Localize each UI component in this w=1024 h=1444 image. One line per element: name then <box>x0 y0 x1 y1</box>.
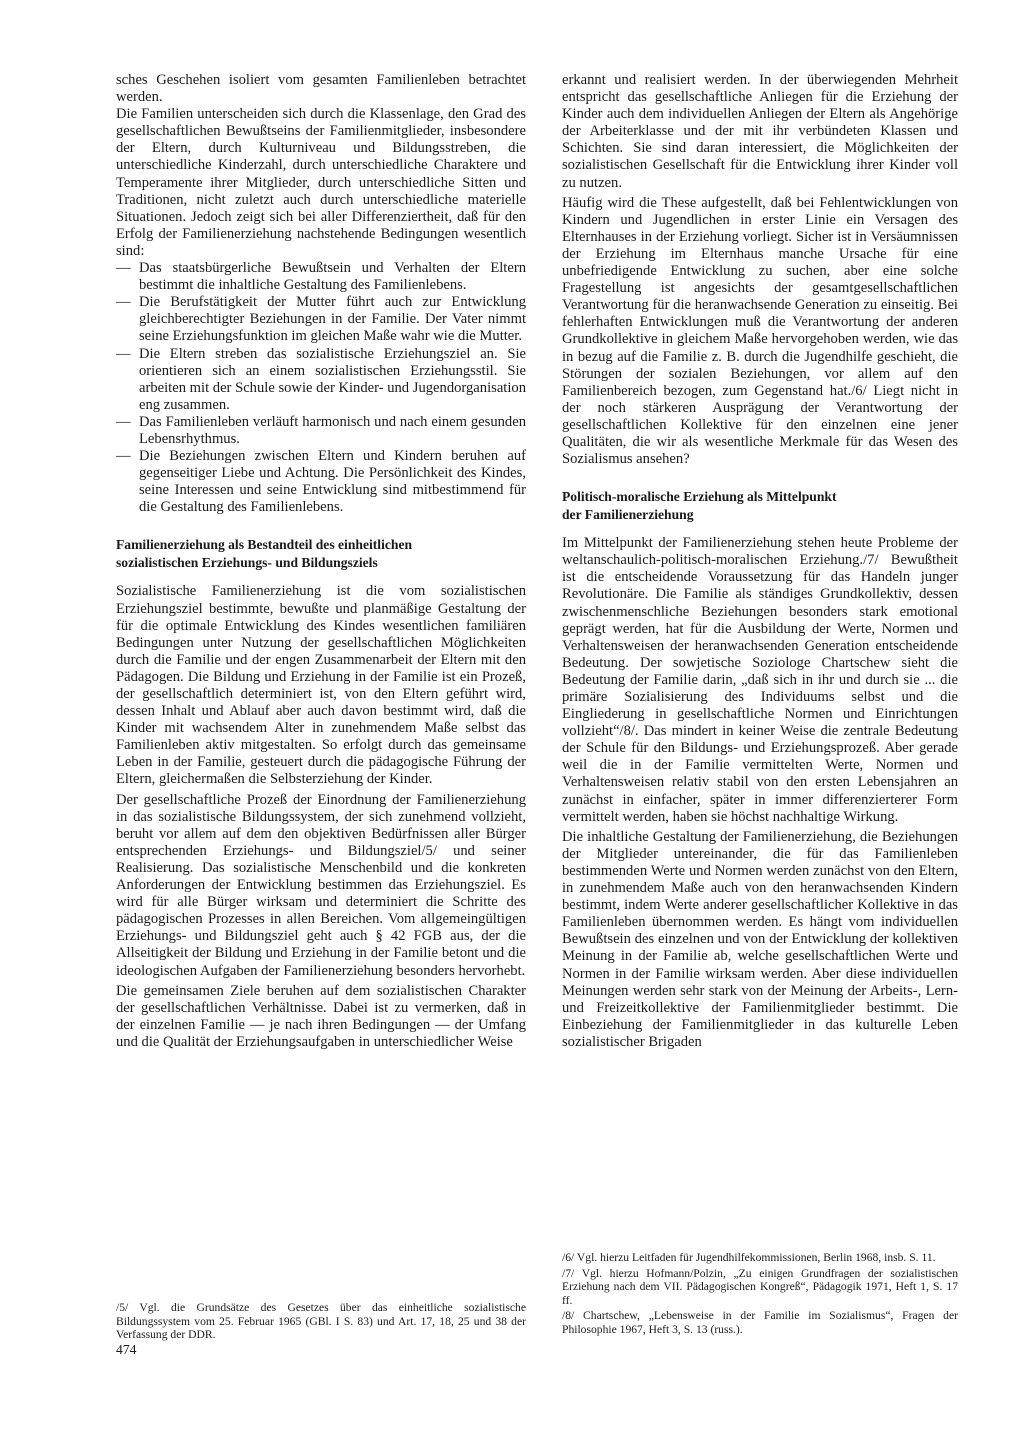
page-number: 474 <box>116 1342 137 1357</box>
footnotes-left <box>116 1301 526 1344</box>
footnote: /7/ Vgl. hierzu Hofmann/Polzin, „Zu einigen Grundfragen der sozialistischen Erziehung nach dem VII. Pädagogischen Kongreß“, Pädagogik 1971, Heft 1, S. 17 ff. <box>562 1266 958 1307</box>
footnote: /8/ Chartschew, „Lebensweise in der Familie im Sozialismus“, Fragen der Philosophie 1967, Heft 3, S. 13 (russ.). <box>562 1309 958 1336</box>
section-heading-line: Politisch-moralische Erziehung als Mittelpunkt <box>562 489 837 505</box>
list-item: — Die Eltern streben das sozialistische Erziehungsziel an. Sie orientieren sich an einem sozialistischen Erziehungsstil. Sie arbeiten mit der Schule sowie der Kinder- und Jugendorganisation eng zusammen. <box>116 346 526 414</box>
list-item: — Das staatsbürgerliche Bewußtsein und Verhalten der Eltern bestimmt die inhaltliche Gestaltung des Familienlebens. <box>116 260 526 294</box>
paragraph: Die Familien unterscheiden sich durch die Klassenlage, den Grad des gesellschaftlichen Bewußtseins der Familienmitglieder, insbesondere der Eltern, durch Kulturniveau und Bildungsstreben, die unterschiedliche Kinderzahl, durch unterschiedliche Charaktere und Temperamente ihrer Mitglieder, durch unterschiedliche Sitten und Traditionen, nicht zuletzt auch durch unterschiedliche materielle Situationen. Jedoch zeigt sich bei aller Differenziertheit, daß für den Erfolg der Familienerziehung nachstehende Bedingungen wesentlich sind: <box>116 106 526 259</box>
footnote: /6/ Vgl. hierzu Leitfaden für Jugendhilfekommissionen, Berlin 1968, insb. S. 11. <box>562 1251 936 1264</box>
section-heading <box>116 536 526 571</box>
paragraph: Im Mittelpunkt der Familienerziehung stehen heute Probleme der weltanschaulich-politisch-moralischen Erziehung./7/ Bewußtheit ist die entscheidende Voraussetzung für das Handeln junger Revolutionäre. Die Familie als ständiges Grundkollektiv, dessen zwischenmenschliche Beziehungen besonders stark emotional geprägt werden, hat für die Ausbildung der Werte, Normen und Verhaltensweisen der heranwachsenden Generation entscheidende Bedeutung. Der sowjetische Soziologe Chartschew sieht die Bedeutung der Familie darin, „daß sich in ihr und durch sie ... die primäre Sozialisierung des Individuums selbst und die Eingliederung in gesellschaftliche Normen und Einrichtungen vollzieht“/8/. Das mindert in keiner Weise die zentrale Bedeutung der Schule für den Bildungs- und Erziehungsprozeß. Aber gerade weil die in der Familie vermittelten Werte, Normen und Verhaltensweisen relativ stabil von den ersten Lebensjahren an zunächst in einfacher, später in immer differenzierterer Form vermittelt werden, haben sie höchst nachhaltige Wirkung. <box>562 535 958 825</box>
list-item: — Die Berufstätigkeit der Mutter führt auch zur Entwicklung gleichberechtigter Beziehungen in der Familie. Der Vater nimmt seine Erziehungsfunktion im gleichen Maße wahr wie die Mutter. <box>116 294 526 345</box>
paragraph: Die gemeinsamen Ziele beruhen auf dem sozialistischen Charakter der gesellschaftlichen Verhältnisse. Dabei ist zu vermerken, daß in der einzelnen Familie — je nach ihren Bedingungen — der Umfang und die Qualität der Erziehungsaufgaben in unterschiedlicher Weise <box>116 982 526 1050</box>
paragraph: Die inhaltliche Gestaltung der Familienerziehung, die Beziehungen der Mitglieder untereinander, die für das Familienleben bestimmenden Werte und Normen werden zunächst von den Eltern, in zunehmendem Maße auch von den heranwachsenden Kindern bestimmt, indem Werte anderer gesellschaftlicher Kollektive in das Familienleben übernommen werden. Es hängt vom individuellen Bewußtsein des einzelnen und von der Entwicklung der kollektiven Meinung in der Familie ab, welche gesellschaftlichen Werte und Normen in der Familie wirksam werden. Aber diese individuellen Meinungen werden sehr stark von der Meinung der Arbeits-, Lern- und Freizeitkollektive der Familienmitglieder bestimmt. Die Einbeziehung der Familienmitglieder in das kulturelle Leben sozialistischer Brigaden <box>562 828 958 1050</box>
paragraph: erkannt und realisiert werden. In der überwiegenden Mehrheit entspricht das gesellschaftliche Anliegen für die Erziehung der Kinder auch dem individuellen Anliegen der Eltern als Angehörige der Arbeiterklasse und der mit ihr verbündeten Klassen und Schichten. Sie sind daran interessiert, die Möglichkeiten der sozialistischen Gesellschaft für die Entwicklung ihrer Kinder voll zu nutzen. <box>562 72 958 191</box>
section-heading <box>562 488 958 523</box>
list-item: — Die Beziehungen zwischen Eltern und Kindern beruhen auf gegenseitiger Liebe und Achtung. Die Persönlichkeit des Kindes, seine Interessen und seine Entwicklung sind mitbestimmend für die Gestaltung des Familienlebens. <box>116 448 526 516</box>
left-column <box>116 72 526 1051</box>
footnote: /5/ Vgl. die Grundsätze des Gesetzes über das einheitliche sozialistische Bildungssystem vom 25. Februar 1965 (GBl. I S. 83) und Art. 17, 18, 25 und 38 der Verfassung der DDR. <box>116 1301 526 1341</box>
section-heading-line: Familienerziehung als Bestandteil des einheitlichen <box>116 537 413 553</box>
paragraph: Sozialistische Familienerziehung ist die vom sozialistischen Erziehungsziel bestimmte, bewußte und planmäßige Gestaltung der für die optimale Entwicklung des Kindes wesentlichen familiären Bedingungen unter Nutzung der gesellschaftlichen Möglichkeiten durch die Familie und der engen Zusammenarbeit der Eltern mit den Pädagogen. Die Bildung und Erziehung in der Familie ist ein Prozeß, der gesellschaftlich determiniert ist, von den Eltern geführt wird, dessen Inhalt und Ablauf aber auch davon bestimmt wird, daß die Kinder mit wachsendem Alter in zunehmendem Maße selbst das Familienleben aktiv mitgestalten. So erfolgt durch das gemeinsame Leben in der Familie, gesteuert durch die pädagogische Führung der Eltern, gleichermaßen die Selbsterziehung der Kinder. <box>116 583 526 788</box>
right-column <box>562 72 958 1051</box>
section-heading-line: sozialistischen Erziehungs- und Bildungsziels <box>116 554 378 570</box>
paragraph: Häufig wird die These aufgestellt, daß bei Fehlentwicklungen von Kindern und Jugendlichen in erster Linie ein Versagen des Elternhauses in der Erziehung vorliegt. Sicher ist in Versäumnissen der Erziehung im Elternhaus manche Ursache für eine unbefriedigende Entwicklung zu suchen, aber eine solche Fragestellung ist angesichts der gesamtgesellschaftlichen Verantwortung für die heranwachsende Generation zu einseitig. Bei fehlerhaften Entwicklungen muß die Verantwortung der anderen Grundkollektive in gleichem Maße hervorgehoben werden, wie das in bezug auf die Familie z. B. durch die Jugendhilfe geschieht, die Störungen der sozialen Beziehungen, vor allem auf den Familienbereich bezogen, zum Gegenstand hat./6/ Liegt nicht in der noch stärkeren Ausprägung der Verantwortung der gesellschaftlichen Kollektive für den einzelnen eine jener Qualitäten, die wir als wesentliche Merkmale für das Wesen des Sozialismus ansehen? <box>562 194 958 468</box>
list-item: — Das Familienleben verläuft harmonisch und nach einem gesunden Lebensrhythmus. <box>116 414 526 448</box>
paragraph: sches Geschehen isoliert vom gesamten Familienleben betrachtet werden. <box>116 72 526 106</box>
conditions-list <box>116 260 526 516</box>
section-heading-line: der Familienerziehung <box>562 506 694 522</box>
paragraph: Der gesellschaftliche Prozeß der Einordnung der Familienerziehung in das sozialistische Bildungssystem, der sich zunehmend vollzieht, beruht vor allem auf dem den objektiven Bedürfnissen aller Bürger entsprechenden Erziehungs- und Bildungsziel/5/ und seiner Realisierung. Das sozialistische Menschenbild und die konkreten Anforderungen der Entwicklung bestimmen das Erziehungsziel. Es wird für alle Bürger wirksam und determiniert die Schritte des pädagogischen Prozesses in allen Bereichen. Vom allgemeingültigen Erziehungs- und Bildungsziel geht auch § 42 FGB aus, der die Allseitigkeit der Bildung und Erziehung in der Familie betont und die ideologischen Aufgaben der Familienerziehung besonders hervorhebt. <box>116 791 526 979</box>
footnotes-right <box>562 1251 958 1338</box>
